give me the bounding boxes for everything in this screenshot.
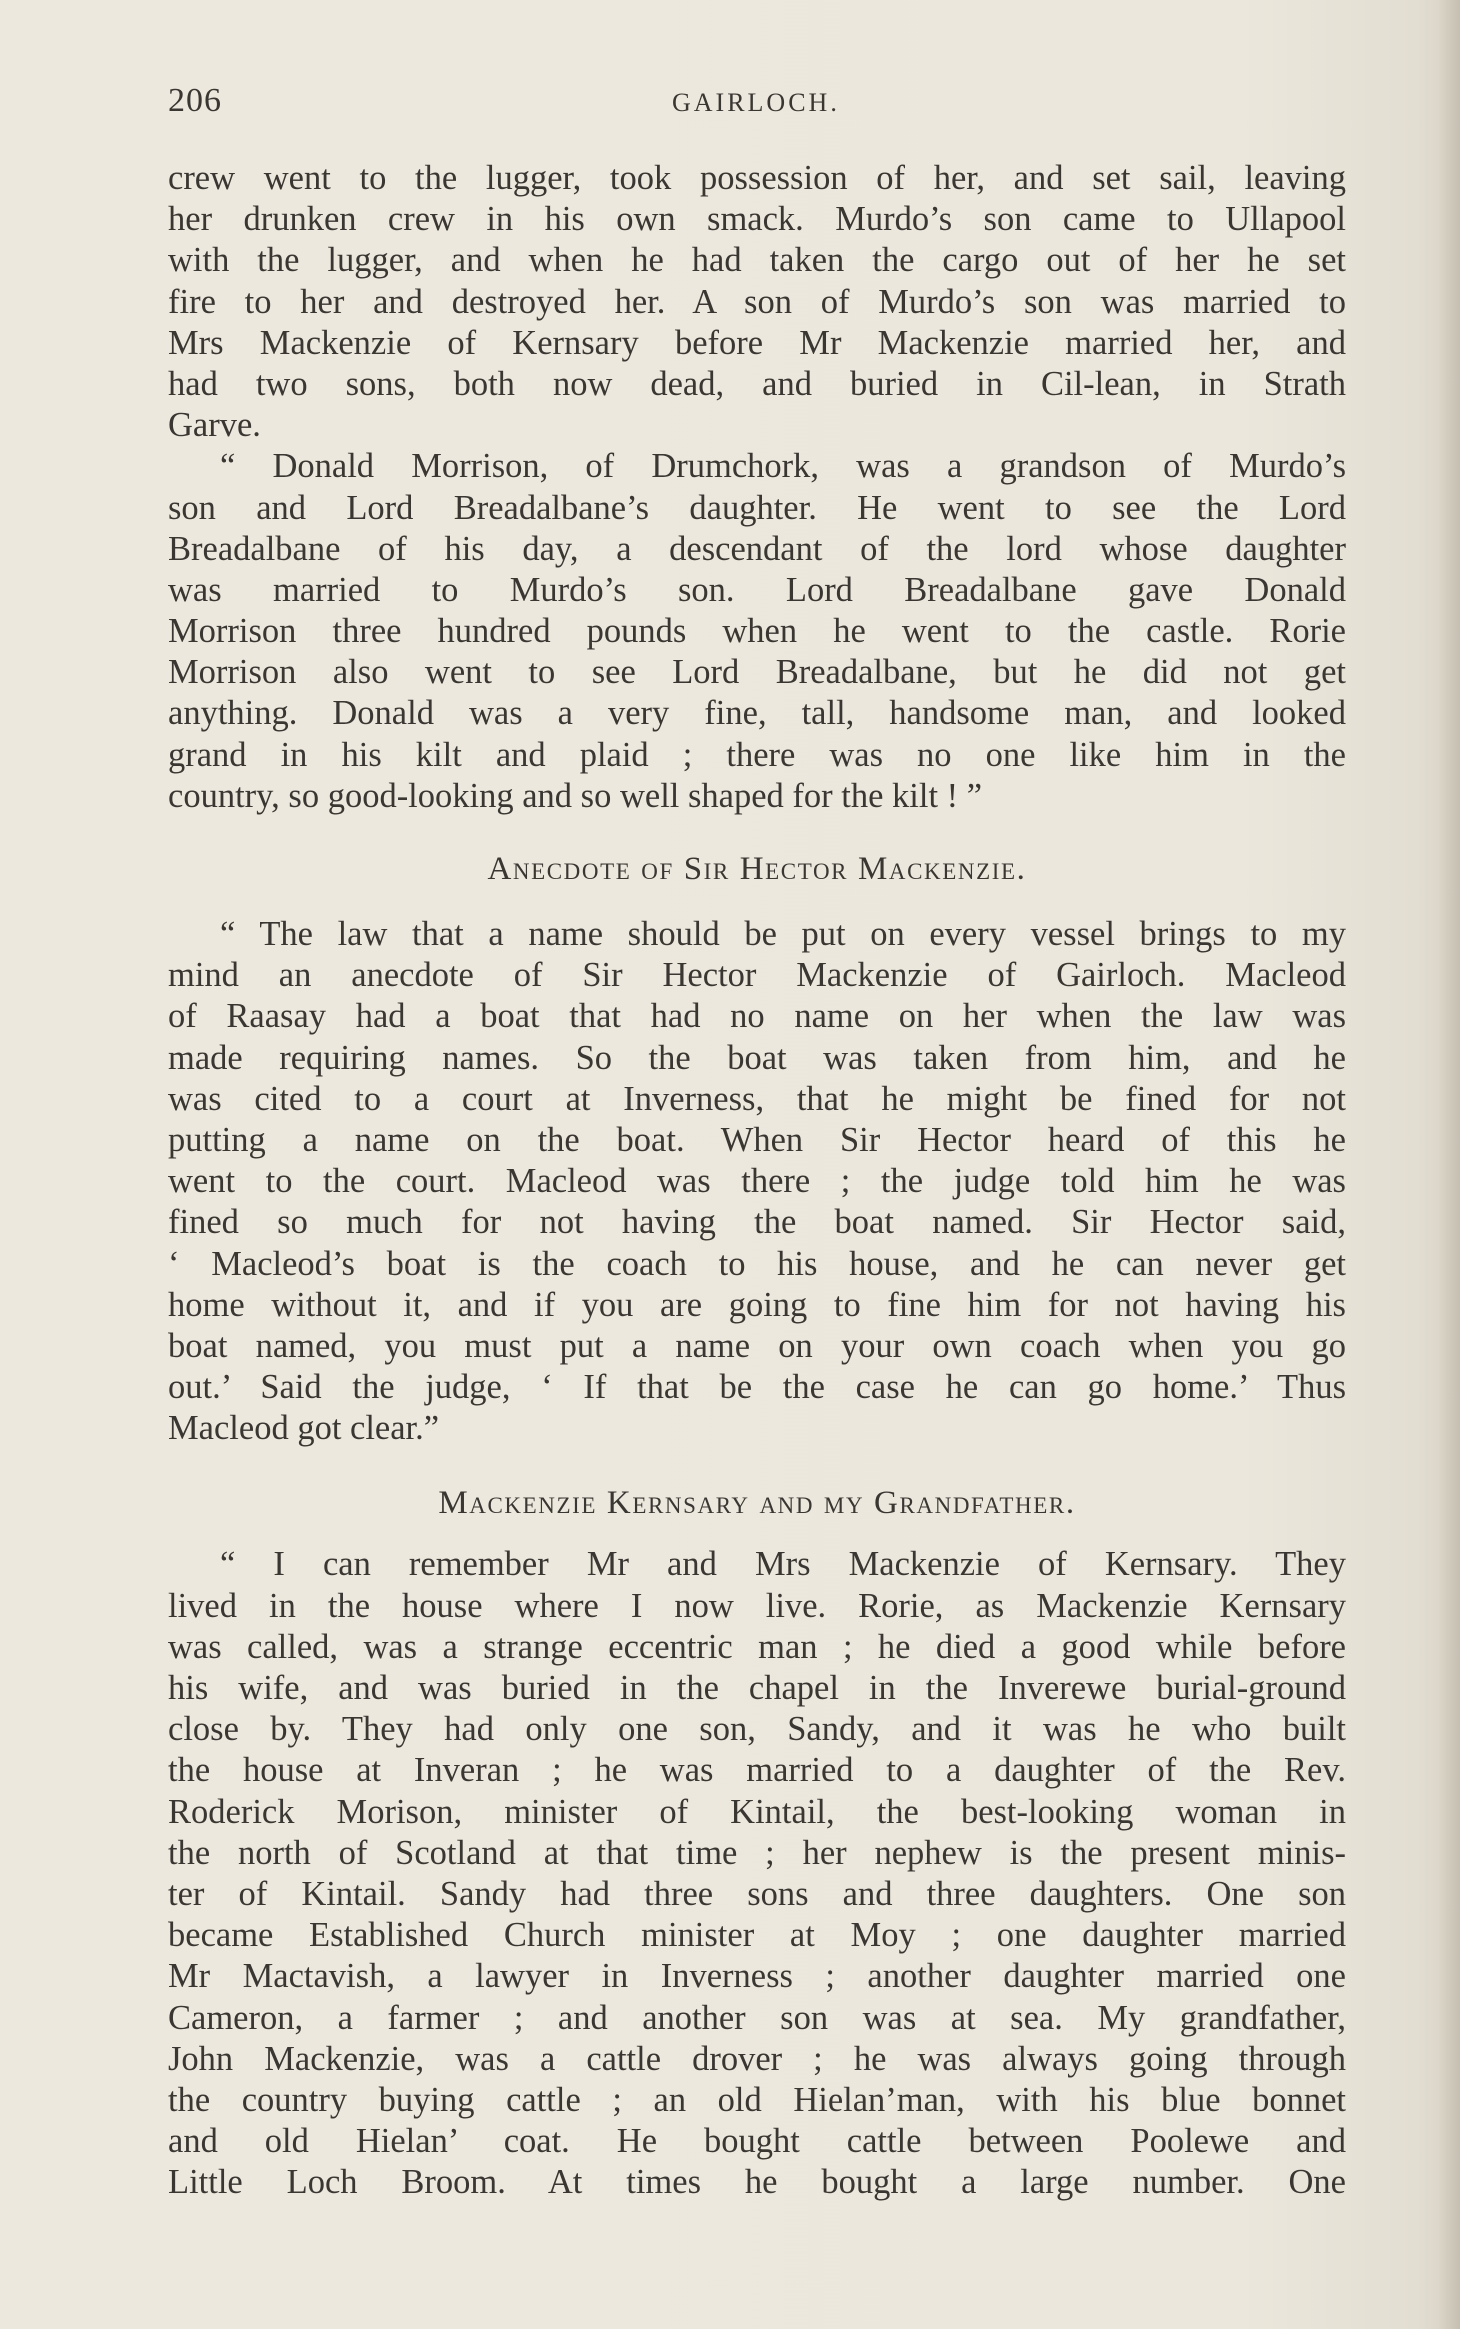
text-line: “ Donald Morrison, of Drumchork, was a grandson of Murdo’s (220, 447, 1346, 486)
text-line: his wife, and was buried in the chapel in the Inverewe burial-ground (168, 1669, 1346, 1707)
text-line: was married to Murdo’s son. Lord Breadalbane gave Donald (168, 570, 1346, 609)
spacer (168, 817, 1346, 849)
text-line: and old Hielan’ coat. He bought cattle between Poolewe and (168, 2122, 1346, 2161)
text-line: mind an anecdote of Sir Hector Mackenzie of Gairloch. Macleod (168, 956, 1346, 995)
text-line: lived in the house where I now live. Rorie, as Mackenzie Kernsary (168, 1586, 1346, 1625)
text-line: the house at Inveran ; he was married to a daughter of the Rev. (168, 1751, 1346, 1790)
text-line: of Raasay had a boat that had no name on her when the law was (168, 997, 1346, 1036)
text-line: ‘ Macleod’s boat is the coach to his house, and he can never get (168, 1244, 1346, 1283)
text-line: Little Loch Broom. At times he bought a large number. One (168, 2163, 1346, 2202)
text-line: Macleod got clear.” (168, 1409, 440, 1448)
text-line: anything. Donald was a very fine, tall, handsome man, and looked (168, 694, 1346, 733)
text-line: ter of Kintail. Sandy had three sons and three daughters. One son (168, 1874, 1346, 1913)
text-line: the country buying cattle ; an old Hielan’man, with his blue bonnet (168, 2080, 1346, 2119)
text-line: with the lugger, and when he had taken the cargo out of her he set (168, 241, 1346, 280)
text-line: out.’ Said the judge, ‘ If that be the case he can go home.’ Thus (168, 1368, 1346, 1407)
text-line: was cited to a court at Inverness, that he might be fined for not (168, 1079, 1346, 1118)
text-line: her drunken crew in his own smack. Murdo’s son came to Ullapool (168, 200, 1346, 239)
paragraph-2 (168, 446, 1346, 817)
text-line: “ The law that a name should be put on every vessel brings to my (220, 915, 1346, 953)
text-line: made requiring names. So the boat was taken from him, and he (168, 1038, 1346, 1077)
text-line: Garve. (168, 406, 261, 445)
spacer (168, 890, 1346, 914)
text-line: boat named, you must put a name on your own coach when you go (168, 1326, 1346, 1365)
text-line: home without it, and if you are going to fine him for not having his (168, 1285, 1346, 1324)
text-line: Mrs Mackenzie of Kernsary before Mr Mackenzie married her, and (168, 323, 1346, 362)
text-line: fire to her and destroyed her. A son of Murdo’s son was married to (168, 282, 1346, 321)
paragraph-3 (168, 914, 1346, 1449)
text-line: country, so good-looking and so well shaped for the kilt ! ” (168, 776, 983, 815)
text-line: Roderick Morison, minister of Kintail, the best-looking woman in (168, 1792, 1346, 1831)
text-line: Mr Mactavish, a lawyer in Inverness ; another daughter married one (168, 1957, 1346, 1996)
text-line: putting a name on the boat. When Sir Hector heard of this he (168, 1120, 1346, 1159)
section-heading-anecdote: Anecdote of Sir Hector Mackenzie. (487, 851, 1027, 887)
paragraph-4 (168, 1544, 1346, 2203)
text-line: became Established Church minister at Moy ; one daughter married (168, 1916, 1346, 1955)
text-line: Breadalbane of his day, a descendant of the lord whose daughter (168, 529, 1346, 568)
text-line: had two sons, both now dead, and buried in Cil-lean, in Strath (168, 364, 1346, 403)
spacer (168, 1524, 1346, 1544)
page-body (168, 158, 1346, 2203)
page-header (168, 82, 1348, 126)
running-head: GAIRLOCH. (672, 88, 840, 117)
text-line: Cameron, a farmer ; and another son was at sea. My grandfather, (168, 1998, 1346, 2037)
text-line: close by. They had only one son, Sandy, and it was he who built (168, 1710, 1346, 1749)
section-heading-kernsary: Mackenzie Kernsary and my Grandfather. (438, 1485, 1076, 1522)
text-line: crew went to the lugger, took possession of her, and set sail, leaving (168, 159, 1346, 197)
spacer (168, 1449, 1346, 1483)
text-line: “ I can remember Mr and Mrs Mackenzie of Kernsary. They (220, 1545, 1346, 1584)
text-line: went to the court. Macleod was there ; the judge told him he was (168, 1162, 1346, 1201)
text-line: the north of Scotland at that time ; her nephew is the present minis- (168, 1833, 1346, 1872)
text-line: Morrison three hundred pounds when he went to the castle. Rorie (168, 612, 1346, 651)
text-line: John Mackenzie, was a cattle drover ; he was always going through (168, 2039, 1346, 2078)
text-line: was called, was a strange eccentric man ; he died a good while before (168, 1627, 1346, 1666)
text-line: son and Lord Breadalbane’s daughter. He went to see the Lord (168, 488, 1346, 527)
page-number: 206 (168, 82, 222, 119)
page-edge-shadow (1438, 0, 1460, 2329)
text-line: Morrison also went to see Lord Breadalbane, but he did not get (168, 653, 1346, 692)
text-line: fined so much for not having the boat named. Sir Hector said, (168, 1203, 1346, 1242)
paragraph-1 (168, 158, 1346, 446)
text-line: grand in his kilt and plaid ; there was no one like him in the (168, 735, 1346, 774)
